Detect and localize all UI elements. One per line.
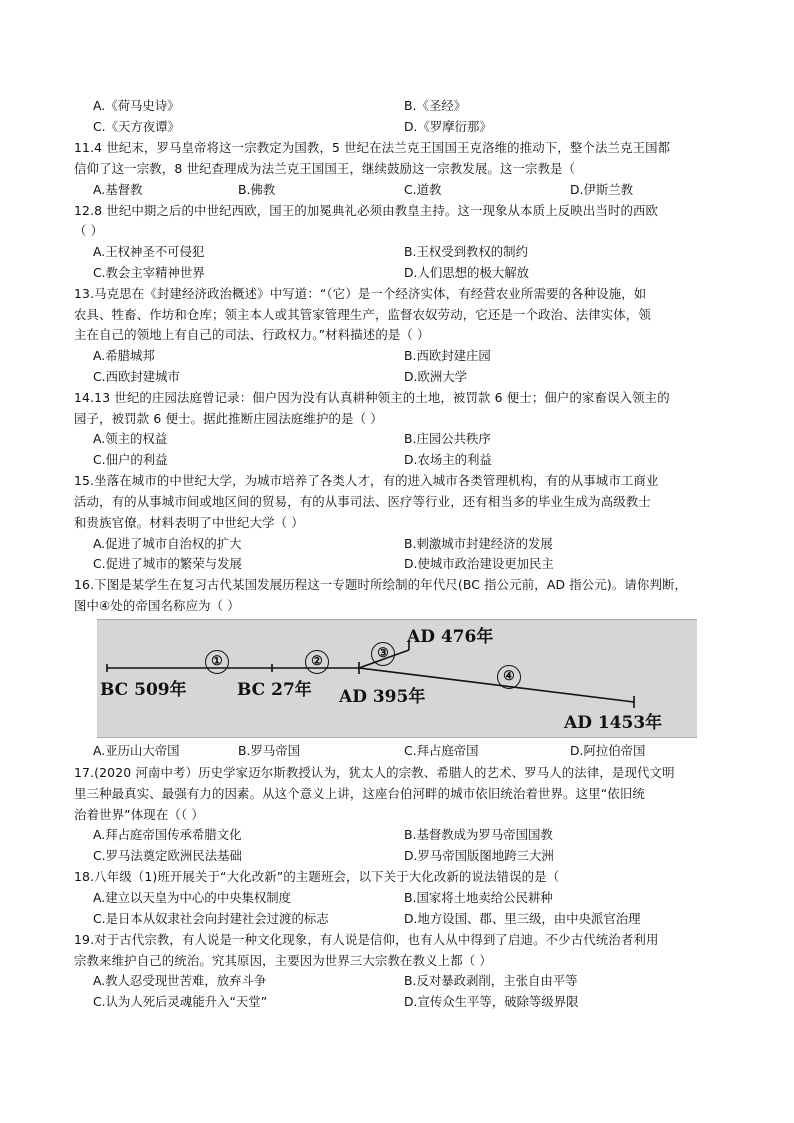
q16-option-b: B.罗马帝国: [238, 743, 301, 758]
q12-stem-line1: 12.8 世纪中期之后的中世纪西欧，国王的加冕典礼必须由教皇主持。这一现象从本质上反映出当时的西欧: [74, 203, 659, 218]
q18-option-c: C.是日本从奴隶社会向封建社会过渡的标志: [93, 911, 329, 926]
q15-stem-line1: 15.坐落在城市的中世纪大学，为城市培养了各类人才，有的进入城市各类管理机构，有的从事城市工商业: [74, 473, 659, 488]
q19-option-b: B.反对暴政剥削，主张自由平等: [404, 973, 578, 988]
q10-option-a: A.《荷马史诗》: [93, 98, 180, 113]
q12-option-a: A.王权神圣不可侵犯: [93, 244, 205, 259]
q11-stem-line2: 信仰了这一宗教，8 世纪查理成为法兰克王国国王，继续鼓励这一宗教发展。这一宗教是（: [74, 161, 576, 176]
q17-option-a: A.拜占庭帝国传承希腊文化: [93, 827, 242, 842]
q18-option-a: A.建立以天皇为中心的中央集权制度: [93, 890, 292, 905]
q14-option-d: D.农场主的利益: [404, 452, 492, 467]
q13-option-a: A.希腊城邦: [93, 348, 155, 363]
q16-option-c: C.拜占庭帝国: [404, 743, 479, 758]
q11-option-b: B.佛教: [238, 182, 276, 197]
q10-option-b: B.《圣经》: [404, 98, 467, 113]
q10-option-c: C.《天方夜谭》: [93, 119, 180, 134]
q19-option-a: A.教人忍受现世苦难，放弃斗争: [93, 973, 267, 988]
q13-option-b: B.西欧封建庄园: [404, 348, 491, 363]
q14-option-b: B.庄园公共秩序: [404, 431, 491, 446]
q11-stem-line1: 11.4 世纪末，罗马皇帝将这一宗教定为国教，5 世纪在法兰克王国国王克洛维的推动下，整个法兰克王国都: [74, 140, 671, 155]
q18-option-b: B.国家将土地卖给公民耕种: [404, 890, 553, 905]
label-ad476: AD 476年: [407, 627, 494, 647]
q16-stem-line2: 图中④处的帝国名称应为（ ）: [74, 598, 240, 613]
q18-stem-line1: 18.八年级（1)班开展关于“大化改新”的主题班会，以下关于大化改新的说法错误的是（: [74, 869, 560, 884]
q11-option-d: D.伊斯兰教: [570, 182, 634, 197]
q12-option-c: C.教会主宰精神世界: [93, 265, 205, 280]
q15-option-b: B.刺激城市封建经济的发展: [404, 536, 553, 551]
q13-stem-line2: 农具、牲畜、作坊和仓库；领主本人或其管家管理生产，监督农奴劳动，它还是一个政治、法律实体，领: [74, 307, 651, 322]
label-ad1453: AD 1453年: [564, 713, 663, 733]
q15-stem-line3: 和贵族官僚。材料表明了中世纪大学（ ）: [74, 515, 304, 530]
q13-stem-line1: 13.马克思在《封建经济政治概述》中写道：“（它）是一个经济实体，有经营农业所需要的各种设施，如: [74, 286, 647, 301]
q16-option-d: D.阿拉伯帝国: [570, 743, 646, 758]
segment-marker-1: ①: [205, 650, 229, 674]
q11-option-c: C.道教: [404, 182, 442, 197]
q17-option-b: B.基督教成为罗马帝国国教: [404, 827, 553, 842]
q17-option-d: D.罗马帝国版图地跨三大洲: [404, 848, 554, 863]
q15-stem-line2: 活动，有的从事城市间或地区间的贸易，有的从事司法、医疗等行业，还有相当多的毕业生成为高级教士: [74, 494, 651, 509]
q14-stem-line1: 14.13 世纪的庄园法庭曾记录：佃户因为没有认真耕种领主的土地，被罚款 6 便士；佃户的家畜误入领主的: [74, 390, 670, 405]
q13-stem-line3: 主在自己的领地上有自己的司法、行政权力。”材料描述的是（ ）: [74, 327, 430, 342]
timeline-figure: [97, 619, 697, 738]
q12-option-d: D.人们思想的极大解放: [404, 265, 529, 280]
q14-option-c: C.佃户的利益: [93, 452, 168, 467]
q11-option-a: A.基督教: [93, 182, 143, 197]
q15-option-a: A.促进了城市自治权的扩大: [93, 536, 242, 551]
q14-option-a: A.领主的权益: [93, 431, 168, 446]
q13-option-c: C.西欧封建城市: [93, 369, 180, 384]
q17-stem-line1: 17.(2020 河南中考）历史学家迈尔斯教授认为，犹太人的宗教、希腊人的艺术、罗马人的法律，是现代文明: [74, 765, 675, 780]
q17-stem-line3: 治着世界”体现在（（ ）: [74, 807, 204, 822]
q16-stem-line1: 16.下图是某学生在复习古代某国发展历程这一专题时所绘制的年代尺(BC 指公元前，AD 指公元)。请你判断，: [74, 577, 688, 592]
q13-option-d: D.欧洲大学: [404, 369, 468, 384]
q18-option-d: D.地方设国、郡、里三级，由中央派官治理: [404, 911, 641, 926]
q17-stem-line2: 里三种最真实、最强有力的因素。从这个意义上讲，这座台伯河畔的城市依旧统治着世界。这里“依旧统: [74, 786, 645, 801]
label-ad395: AD 395年: [339, 687, 426, 707]
q15-option-d: D.使城市政治建设更加民主: [404, 556, 554, 571]
q19-stem-line2: 宗教来维护自己的统治。究其原因，主要因为世界三大宗教在教义上都（ ）: [74, 953, 492, 968]
q14-stem-line2: 园子，被罚款 6 便士。据此推断庄园法庭维护的是（ ）: [74, 411, 383, 426]
q19-option-d: D.宣传众生平等，破除等级界限: [404, 994, 579, 1009]
q10-option-d: D.《罗摩衍那》: [404, 119, 492, 134]
segment-marker-4: ④: [497, 665, 521, 689]
q15-option-c: C.促进了城市的繁荣与发展: [93, 556, 242, 571]
label-bc27: BC 27年: [237, 680, 312, 700]
q12-option-b: B.王权受到教权的制约: [404, 244, 528, 259]
q16-option-a: A.亚历山大帝国: [93, 743, 180, 758]
q12-stem-line2: （ ）: [74, 223, 104, 238]
q19-stem-line1: 19.对于古代宗教，有人说是一种文化现象，有人说是信仰，也有人从中得到了启迪。不少古代统治者利用: [74, 932, 659, 947]
q17-option-c: C.罗马法奠定欧洲民法基础: [93, 848, 242, 863]
segment-marker-2: ②: [305, 650, 329, 674]
label-bc509: BC 509年: [100, 680, 187, 700]
q19-option-c: C.认为人死后灵魂能升入“天堂”: [93, 994, 268, 1009]
segment-marker-3: ③: [371, 642, 395, 666]
